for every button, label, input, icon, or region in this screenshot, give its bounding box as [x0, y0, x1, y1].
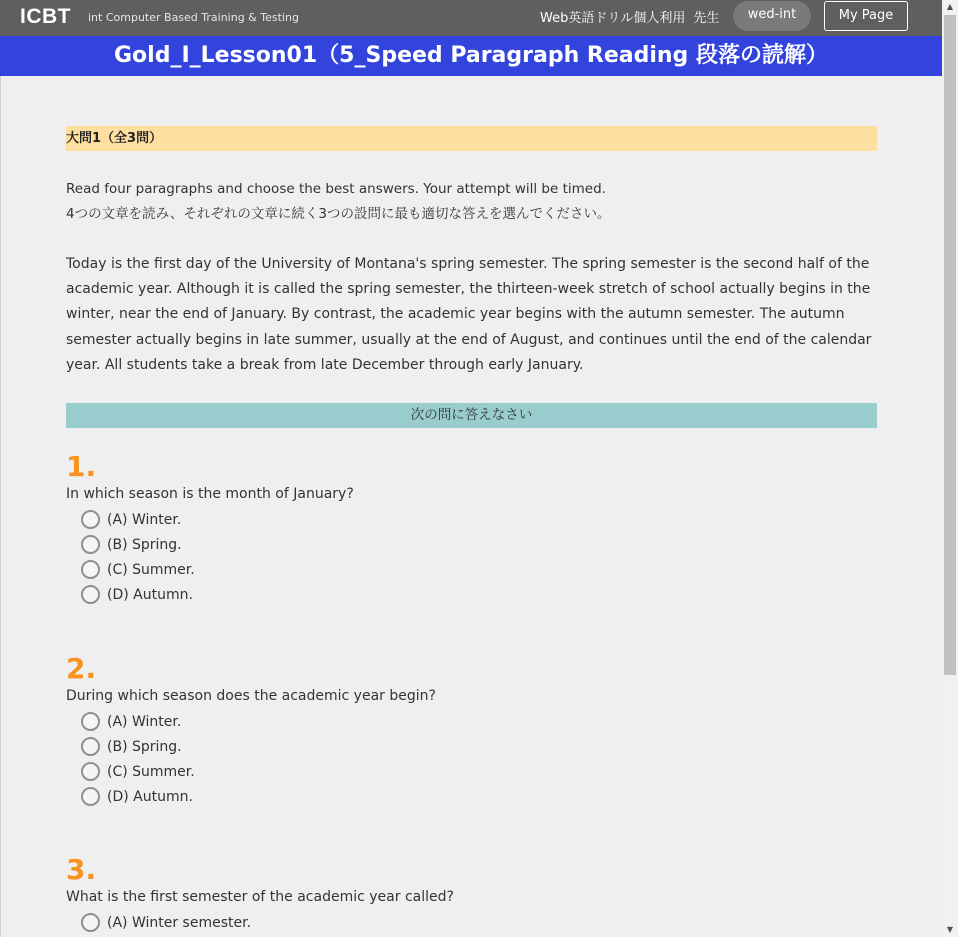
instructions: [66, 177, 877, 227]
option-a[interactable]: [66, 507, 877, 532]
section-header: 大問1（全3問）: [66, 126, 877, 151]
scroll-thumb[interactable]: [944, 15, 956, 675]
question-text: In which season is the month of January?: [66, 486, 354, 502]
radio-button[interactable]: [81, 560, 100, 579]
question-text: What is the first semester of the academic year called?: [66, 889, 454, 905]
option-label[interactable]: (C) Summer.: [107, 561, 195, 578]
question-text: During which season does the academic year begin?: [66, 688, 436, 704]
top-navbar: [0, 0, 942, 36]
radio-button[interactable]: [81, 737, 100, 756]
user-info: [540, 7, 719, 26]
scroll-up-icon[interactable]: ▲: [946, 2, 954, 11]
radio-button[interactable]: [81, 913, 100, 932]
option-b[interactable]: [66, 734, 877, 759]
question-2: [66, 654, 877, 809]
user-role-label: 先生: [693, 11, 720, 26]
option-c[interactable]: [66, 557, 877, 582]
question-number: 3.: [66, 853, 97, 886]
instructions-english: Read four paragraphs and choose the best answers. Your attempt will be timed.: [66, 181, 606, 197]
vertical-scrollbar[interactable]: [942, 0, 958, 937]
option-d[interactable]: [66, 582, 877, 607]
radio-button[interactable]: [81, 762, 100, 781]
answer-prompt-bar: 次の問に答えなさい: [66, 403, 877, 428]
radio-button[interactable]: [81, 510, 100, 529]
scroll-down-icon[interactable]: ▼: [946, 925, 954, 934]
radio-button[interactable]: [81, 585, 100, 604]
radio-button[interactable]: [81, 712, 100, 731]
option-label[interactable]: (D) Autumn.: [107, 586, 193, 603]
question-1: [66, 452, 877, 607]
app-tagline: int Computer Based Training & Testing: [88, 11, 299, 24]
instructions-japanese: 4つの文章を読み、それぞれの文章に続く3つの設問に最も適切な答えを選んでください。: [66, 206, 611, 222]
option-a[interactable]: [66, 709, 877, 734]
question-number: 2.: [66, 652, 97, 685]
option-label[interactable]: (D) Autumn.: [107, 788, 193, 805]
option-label[interactable]: (A) Winter semester.: [107, 914, 252, 931]
option-label[interactable]: (C) Summer.: [107, 763, 195, 780]
option-c[interactable]: [66, 759, 877, 784]
option-label[interactable]: (B) Spring.: [107, 738, 182, 755]
my-page-button[interactable]: My Page: [824, 1, 908, 31]
question-number: 1.: [66, 450, 97, 483]
user-plan-label: Web英語ドリル個人利用: [540, 11, 686, 26]
option-label[interactable]: (A) Winter.: [107, 511, 182, 528]
question-3: [66, 855, 877, 935]
radio-button[interactable]: [81, 787, 100, 806]
reading-passage: Today is the first day of the University of Montana's spring semester. The spring semester is the second half of the academic year. Although it is called the spring semester, the thirteen-week stretch of school actually begins in the winter, near the end of January. By contrast, the academic year begins with the autumn semester. The autumn semester actually begins in late summer, usually at the end of August, and continues until the end of the calendar year. All students take a break from late December through early January.: [66, 256, 872, 373]
app-logo[interactable]: ICBT: [20, 5, 71, 28]
page-title: Gold_I_Lesson01（5_Speed Paragraph Reading 段落の読解）: [0, 36, 942, 76]
main-content: [0, 76, 942, 937]
option-label[interactable]: (A) Winter.: [107, 713, 182, 730]
radio-button[interactable]: [81, 535, 100, 554]
option-a[interactable]: [66, 910, 877, 935]
username-badge[interactable]: wed-int: [733, 1, 811, 31]
option-b[interactable]: [66, 532, 877, 557]
option-label[interactable]: (B) Spring.: [107, 536, 182, 553]
option-d[interactable]: [66, 784, 877, 809]
